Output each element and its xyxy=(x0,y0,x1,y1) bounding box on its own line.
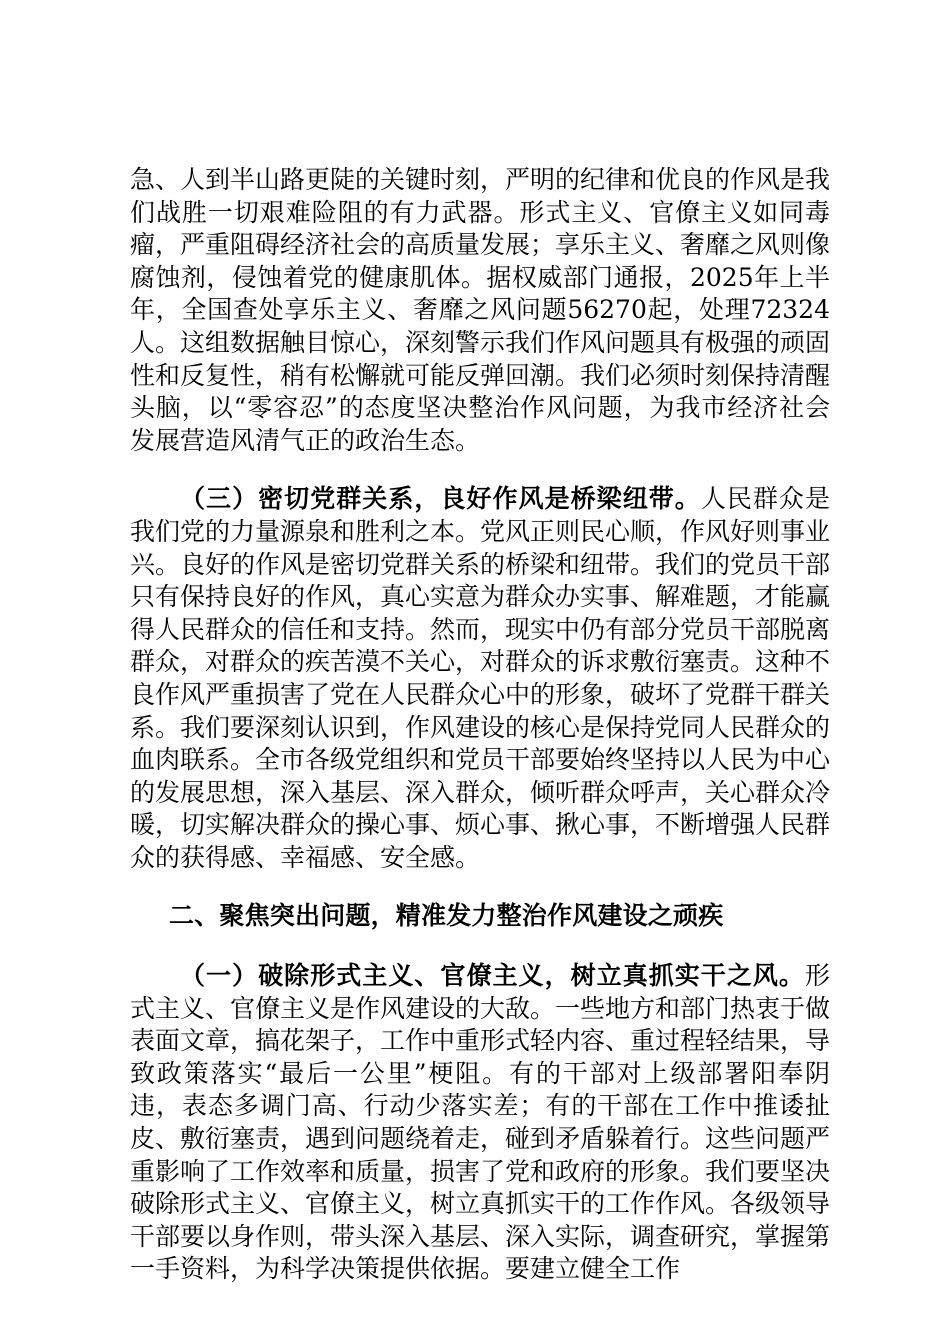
paragraph-lead-heading: （三）密切党群关系，良好作风是桥梁纽带。 xyxy=(180,484,701,514)
section-heading: 二、聚焦突出问题，精准发力整治作风建设之顽疾 xyxy=(169,901,724,931)
paragraph-formalism-bureaucratism xyxy=(130,960,830,1286)
paragraph-text: 急、人到半山路更陡的关键时刻，严明的纪律和优良的作风是我们战胜一切艰难险阻的有力武器。形式主义、官僚主义如同毒瘤，严重阻碍经济社会的高质量发展；享乐主义、奢靡之风则像腐蚀剂，侵蚀着党的健康肌体。据权威部门通报，2025年上半年，全国查处享乐主义、奢靡之风问题56270起，处理72324人。这组数据触目惊心，深刻警示我们作风问题具有极强的顽固性和反复性，稍有松懈就可能反弹回潮。我们必须时刻保持清醒头脑，以“零容忍”的态度坚决整治作风问题，为我市经济社会发展营造风清气正的政治生态。 xyxy=(130,165,831,455)
paragraph-text: 人民群众是我们党的力量源泉和胜利之本。党风正则民心顺，作风好则事业兴。良好的作风是密切党群关系的桥梁和纽带。我们的党员干部只有保持良好的作风，真心实意为群众办实事、解难题，才能赢得人民群众的信任和支持。然而，现实中仍有部分党员干部脱离群众，对群众的疾苦漠不关心，对群众的诉求敷衍塞责。这种不良作风严重损害了党在人民群众心中的形象，破坏了党群干群关系。我们要深刻认识到，作风建设的核心是保持党同人民群众的血肉联系。全市各级党组织和党员干部要始终坚持以人民为中心的发展思想，深入基层、深入群众，倾听群众呼声，关心群众冷暖，切实解决群众的操心事、烦心事、揪心事，不断增强人民群众的获得感、幸福感、安全感。 xyxy=(130,484,831,872)
paragraph-continued xyxy=(130,164,830,457)
document-body xyxy=(130,164,830,1286)
paragraph-text: 形式主义、官僚主义是作风建设的大敌。一些地方和部门热衷于做表面文章，搞花架子，工作中重形式轻内容、重过程轻结果，导致政策落实“最后一公里”梗阻。有的干部对上级部署阳奉阴违，表态多调门高、行动少落实差；有的干部在工作中推诿扯皮、敷衍塞责，遇到问题绕着走，碰到矛盾躲着行。这些问题严重影响了工作效率和质量，损害了党和政府的形象。我们要坚决破除形式主义、官僚主义，树立真抓实干的工作作风。各级领导干部要以身作则，带头深入基层、深入实际，调查研究，掌握第一手资料，为科学决策提供依据。要建立健全工作 xyxy=(130,961,831,1284)
paragraph-party-masses-relations xyxy=(130,483,830,874)
paragraph-lead-heading: （一）破除形式主义、官僚主义，树立真抓实干之风。 xyxy=(180,961,805,991)
